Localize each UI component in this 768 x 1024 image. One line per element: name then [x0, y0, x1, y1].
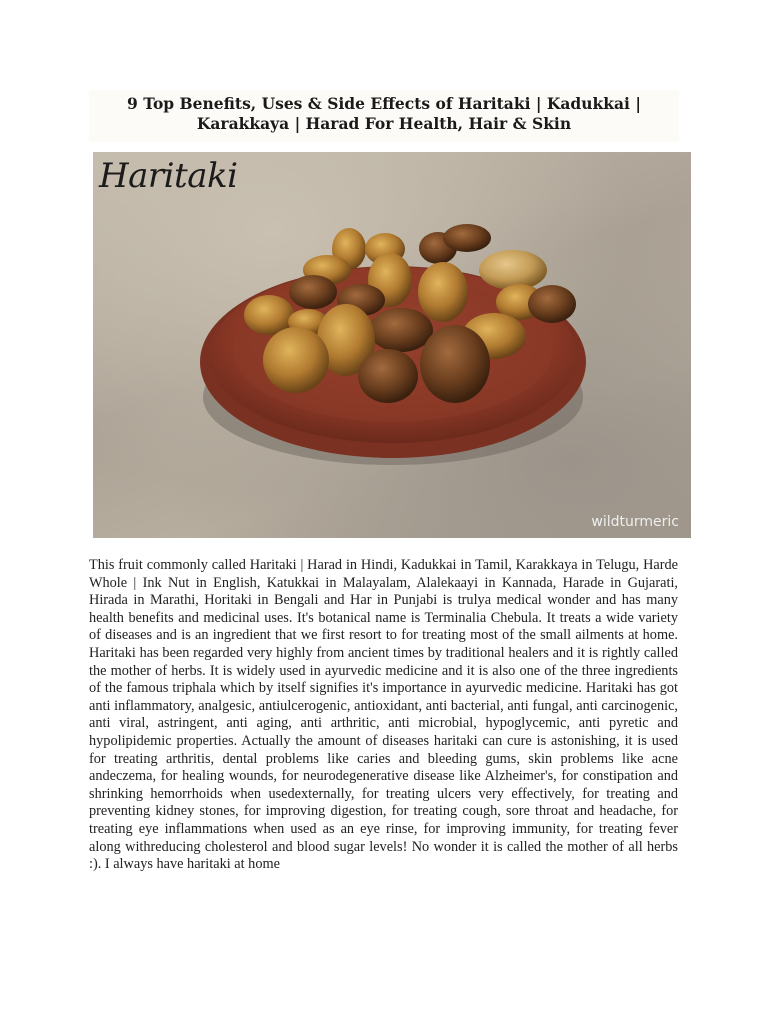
nuts-on-plate-illustration — [93, 152, 691, 538]
photo-caption-haritaki: Haritaki — [99, 156, 238, 196]
title-block — [89, 90, 679, 142]
haritaki-photo — [93, 152, 691, 538]
article-body-paragraph: This fruit commonly called Haritaki | Harad in Hindi, Kadukkai in Tamil, Karakkaya in Telugu, Harde Whole | Ink Nut in English, Katukkai in Malayalam, Alalekaayi in Kannada, Harade in Gujarati, Hirada in Marathi, Horitaki in Bengali and Har in Punjabi is trulya medical wonder and has many health benefits and medicinal uses. It's botanical name is Terminalia Chebula. It treats a wide variety of diseases and is an ingredient that we first resort to for treating most of the small ailments at home. Haritaki has been regarded very highly from ancient times by traditional healers and it is rightly called the mother of herbs. It is widely used in ayurvedic medicine and it is also one of the three ingredients of the famous triphala which by itself signifies it's importance in ayurvedic medicine. Haritaki has got anti inflammatory, analgesic, antiulcerogenic, antioxidant, anti bacterial, anti fungal, anti carcinogenic, anti viral, astringent, anti aging, anti arthritic, anti microbial, hypoglycemic, anti pyretic and hypolipidemic properties. Actually the amount of diseases haritaki can cure is astonishing, it is used for treating arthritis, dental problems like caries and bleeding gums, skin problems like acne andeczema, for healing wounds, for neurodegenerative disease like Alzheimer's, for constipation and shrinking hemorrhoids when usedexternally, for treating ulcers very effectively, for treating and preventing kidney stones, for improving digestion, for treating cough, sore throat and headache, for treating eye inflammations when used as an eye rinse, for improving immunity, for treating fever along withreducing cholesterol and blood sugar levels! No wonder it is called the mother of all herbs :). I always have haritaki at home — [89, 557, 678, 873]
article-title — [89, 90, 679, 134]
photo-watermark: wildturmeric — [591, 514, 679, 530]
title-line-1: 9 Top Benefits, Uses & Side Effects of Haritaki | Kadukkai | — [127, 94, 641, 113]
title-line-2: Karakkaya | Harad For Health, Hair & Skin — [196, 114, 572, 133]
